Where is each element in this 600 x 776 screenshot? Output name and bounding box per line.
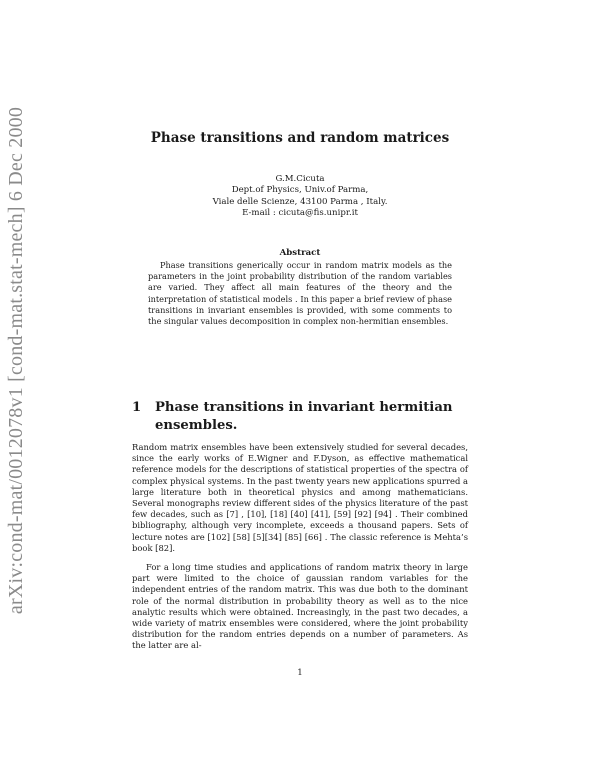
affiliation-line: Viale delle Scienze, 43100 Parma , Italy. [212, 196, 388, 207]
abstract-heading: Abstract [279, 248, 321, 258]
arxiv-identifier [4, 100, 30, 620]
paper-title: Phase transitions and random matrices [150, 130, 450, 146]
arxiv-identifier-text: arXiv:cond-mat/0012078v1 [cond-mat.stat-mech] 6 Dec 2000 [5, 106, 28, 614]
body-paragraph: Random matrix ensembles have been extensively studied for several decades, since the early works of E.Wigner and F.Dyson, as effective mathematical reference models for the descriptions of statistical properties of the spectra of complex physical systems. In the past twenty years new applications spurred a large literature both in theoretical physics and among mathematicians. Several monographs review different sides of the physics literature of the past few decades, such as [7] , [10], [18] [40] [41], [59] [92] [94] . Their combined bibliography, although very incomplete, exceeds a thousand papers. Sets of lecture notes are [102] [58] [5][34] [85] [66] . The classic reference is Mehta’s book [82]. [132, 442, 468, 553]
author-name: G.M.Cicuta [275, 174, 325, 184]
section-title: Phase transitions in invariant hermitian ensembles. [155, 400, 453, 433]
page-number: 1 [297, 668, 303, 678]
author-email: E-mail : cicuta@fis.unipr.it [242, 208, 358, 219]
abstract-text: Phase transitions generically occur in random matrix models as the parameters in the joint probability distribution of the random variables are varied. They affect all main features of the theory and the interpretation of statistical models . In this paper a brief review of phase transitions in invariant ensembles is provided, with some comments to the singular values decomposition in complex non-hermitian ensembles. [148, 260, 452, 327]
section-number: 1 [132, 400, 142, 415]
author-block [132, 174, 468, 220]
body-paragraph: For a long time studies and applications of random matrix theory in large part were limited to the choice of gaussian random variables for the independent entries of the random matrix. This was due both to the dominant role of the normal distribution in probability theory as well as to the nice analytic results which were obtained. Increasingly, in the past two decades, a wide variety of matrix ensembles were considered, where the joint probability distribution for the random entries depends on a number of parameters. As the latter are al- [132, 562, 468, 651]
section-heading [132, 399, 468, 435]
affiliation-line: Dept.of Physics, Univ.of Parma, [231, 185, 369, 196]
